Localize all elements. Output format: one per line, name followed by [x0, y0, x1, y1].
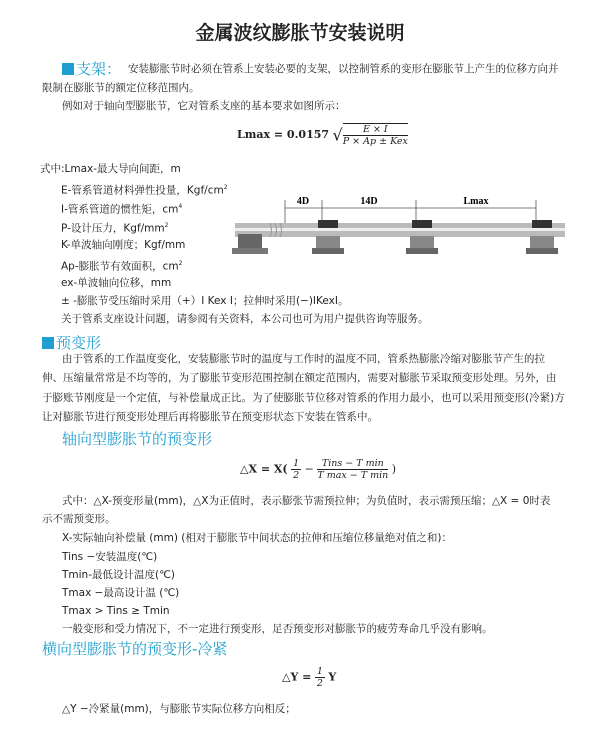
paragraph-line: 于膨账节刚度是一个定值，与补偿量成正比。为了使膨胀节位移对管系的作用力最小，也可以采用预变形(冷紧)方 [42, 392, 565, 404]
var-line: E-管系管道材料弹性投量，Kgf/$cm^2$ [61, 184, 228, 197]
paragraph-line: 让对膨胀节进行预变形处理后再将膨胀节在预变形状态下安装在管系中。 [42, 411, 378, 423]
paragraph-line: 一般变形和受力情况下，不一定进行预变形，足否预变形对膨胀节的疲劳寿命几乎没有影响。 [62, 623, 493, 635]
dim-label-4d: 4D [296, 196, 310, 207]
dim-label-lmax: Lmax [463, 196, 489, 207]
section-heading-support: 支架： [62, 58, 121, 79]
paragraph-line: Tmax −最高设计温 (℃) [62, 587, 180, 599]
support-diagram [230, 190, 570, 270]
paragraph-line: △Y −冷紧量(mm)，与膨胀节实际位移方向相反； [62, 703, 296, 715]
var-line: I-管系管道的惯性矩，$cm^4$ [61, 203, 183, 216]
dim-label-14d: 14D [360, 196, 378, 207]
subheading-lateral: 横向型膨胀节的预变形-冷紧 [42, 640, 228, 658]
var-line: ex-单波轴向位移，mm [61, 277, 172, 289]
paragraph-line: 安装膨胀节时必须在管系上安装必要的支架，以控制管系的变形在膨胀节上产生的位移方向并 [128, 63, 559, 75]
paragraph-line: 伸、压缩量常常是不均等的，为了膨胀节变形范围控制在额定范围内，需要对膨胀节采取预变形处理。另外，由 [42, 372, 557, 384]
var-line: K-单波轴向刚度；Kgf/mm [61, 239, 186, 251]
square-bullet-icon [42, 337, 54, 349]
paragraph-line: 例如对于轴向型膨胀节，它对管系支座的基本要求如图所示： [62, 100, 346, 112]
section-heading-predeform: 预变形 [42, 332, 101, 353]
page-title: 金属波纹膨胀节安装说明 [195, 22, 405, 44]
formula-legend: 式中:Lmax-最大导向间距，m [40, 163, 181, 175]
formula-lmax: Lmax = 0.0157 √ $\frac{E \times I}{\text{P × Ap ± Kex}}$ [237, 124, 408, 147]
var-line: ± -膨胀节受压缩时采用（+）I Kex I；拉伸时采用(−)IKexI。 [61, 295, 349, 307]
formula-delta-x: △X = X( $\frac{1}{2}$ − $\frac{\text{Tins − T min}}{\text{T max − T min}}$ ) [240, 458, 397, 481]
paragraph-line: 限制在膨胀节的额定位移范围内。 [42, 82, 200, 94]
anchor-support [238, 234, 262, 248]
paragraph-line: Tmin-最低设计温度(℃) [62, 569, 175, 581]
subheading-axial: 轴向型膨胀节的预变形 [62, 430, 213, 448]
paragraph-line: 由于管系的工作温度变化，安装膨胀节时的温度与工作时的温度不同，管系热膨胀冷缩对膨胀节产生的拉 [62, 353, 545, 365]
formula-delta-y: △Y = $\frac{1}{2}$ Y [282, 666, 337, 689]
paragraph-line: Tmax > Tins ≥ Tmin [62, 605, 170, 617]
paragraph-line: 示不需预变形。 [42, 513, 116, 525]
paragraph-line: X-实际轴向补偿量 (mm) (相对于膨胀节中间状态的拉伸和压缩位移量绝对值之和)： [62, 532, 452, 544]
paragraph-line: 式中：△X-预变形量(mm)，△X为正值时，表示膨张节需预拉伸；为负值时，表示需预压缩；△X = 0时表 [62, 495, 551, 507]
square-bullet-icon [62, 63, 74, 75]
var-line: Ap-膨胀节有效面积，$cm^2$ [61, 260, 183, 273]
paragraph-line: Tins −安装温度(℃) [62, 551, 158, 563]
paragraph-line: 关于管系支座设计问题，请参阅有关资料，本公司也可为用户提供咨询等服务。 [61, 313, 429, 325]
var-line: P-设计压力，Kgf/$mm^2$ [61, 222, 169, 235]
